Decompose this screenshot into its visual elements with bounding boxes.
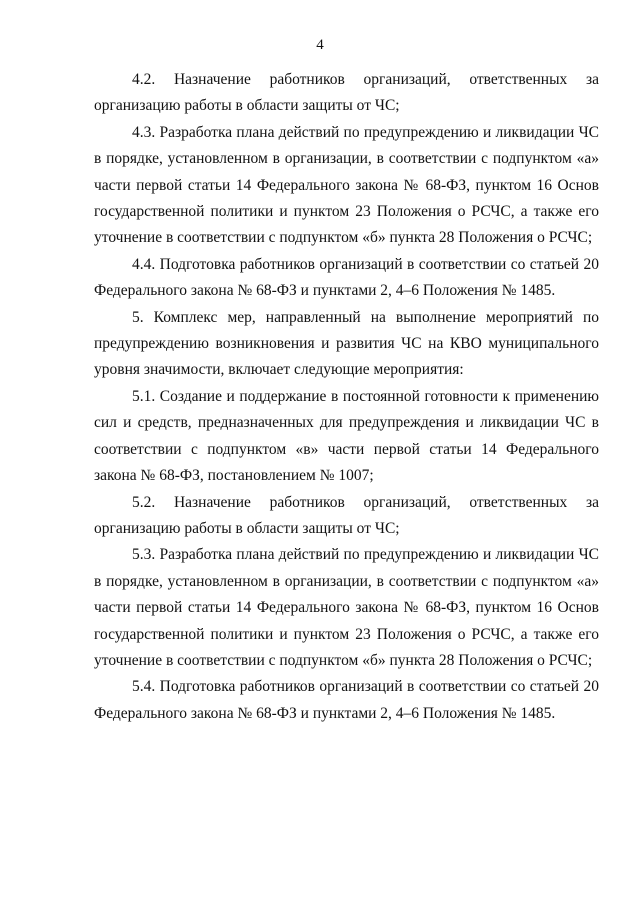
page-number: 4 — [316, 37, 324, 53]
paragraph-4-4: 4.4. Подготовка работников организаций в соответствии со статьей 20 Федерального закона № 68-ФЗ и пунктами 2, 4–6 Положения № 1485. — [94, 255, 599, 300]
paragraph-5: 5. Комплекс мер, направленный на выполнение мероприятий по предупреждению возникновения и развития ЧС на КВО муниципального уровня значимости, включает следующие мероприятия: — [94, 308, 599, 379]
paragraph-5-3: 5.3. Разработка плана действий по предупреждению и ликвидации ЧС в порядке, установленном в организации, в соответствии с подпунктом «а» части первой статьи 14 Федерального закона № 68-ФЗ, пунктом 16 Основ государственной политики и пунктом 23 Положения о РСЧС, а также его уточнение в соответствии с подпунктом «б» пункта 28 Положения о РСЧС; — [94, 546, 599, 669]
paragraph-5-4: 5.4. Подготовка работников организаций в соответствии со статьей 20 Федерального закона № 68-ФЗ и пунктами 2, 4–6 Положения № 1485. — [94, 678, 599, 722]
paragraph-4-2: 4.2. Назначение работников организаций, ответственных за организацию работы в области защиты от ЧС; — [94, 71, 599, 115]
document-body — [94, 67, 599, 727]
paragraph-5-1: 5.1. Создание и поддержание в постоянной готовности к применению сил и средств, предназначенных для предупреждения и ликвидации ЧС в соответствии с подпунктом «в» части первой статьи 14 Федерального закона № 68-ФЗ, постановлением № 1007; — [94, 387, 599, 485]
paragraph-5-2: 5.2. Назначение работников организаций, ответственных за организацию работы в области защиты от ЧС; — [94, 493, 599, 537]
paragraph-4-3: 4.3. Разработка плана действий по предупреждению и ликвидации ЧС в порядке, установленном в организации, в соответствии с подпунктом «а» части первой статьи 14 Федерального закона № 68-ФЗ, пунктом 16 Основ государственной политики и пунктом 23 Положения о РСЧС, а также его уточнение в соответствии с подпунктом «б» пункта 28 Положения о РСЧС; — [94, 123, 599, 247]
